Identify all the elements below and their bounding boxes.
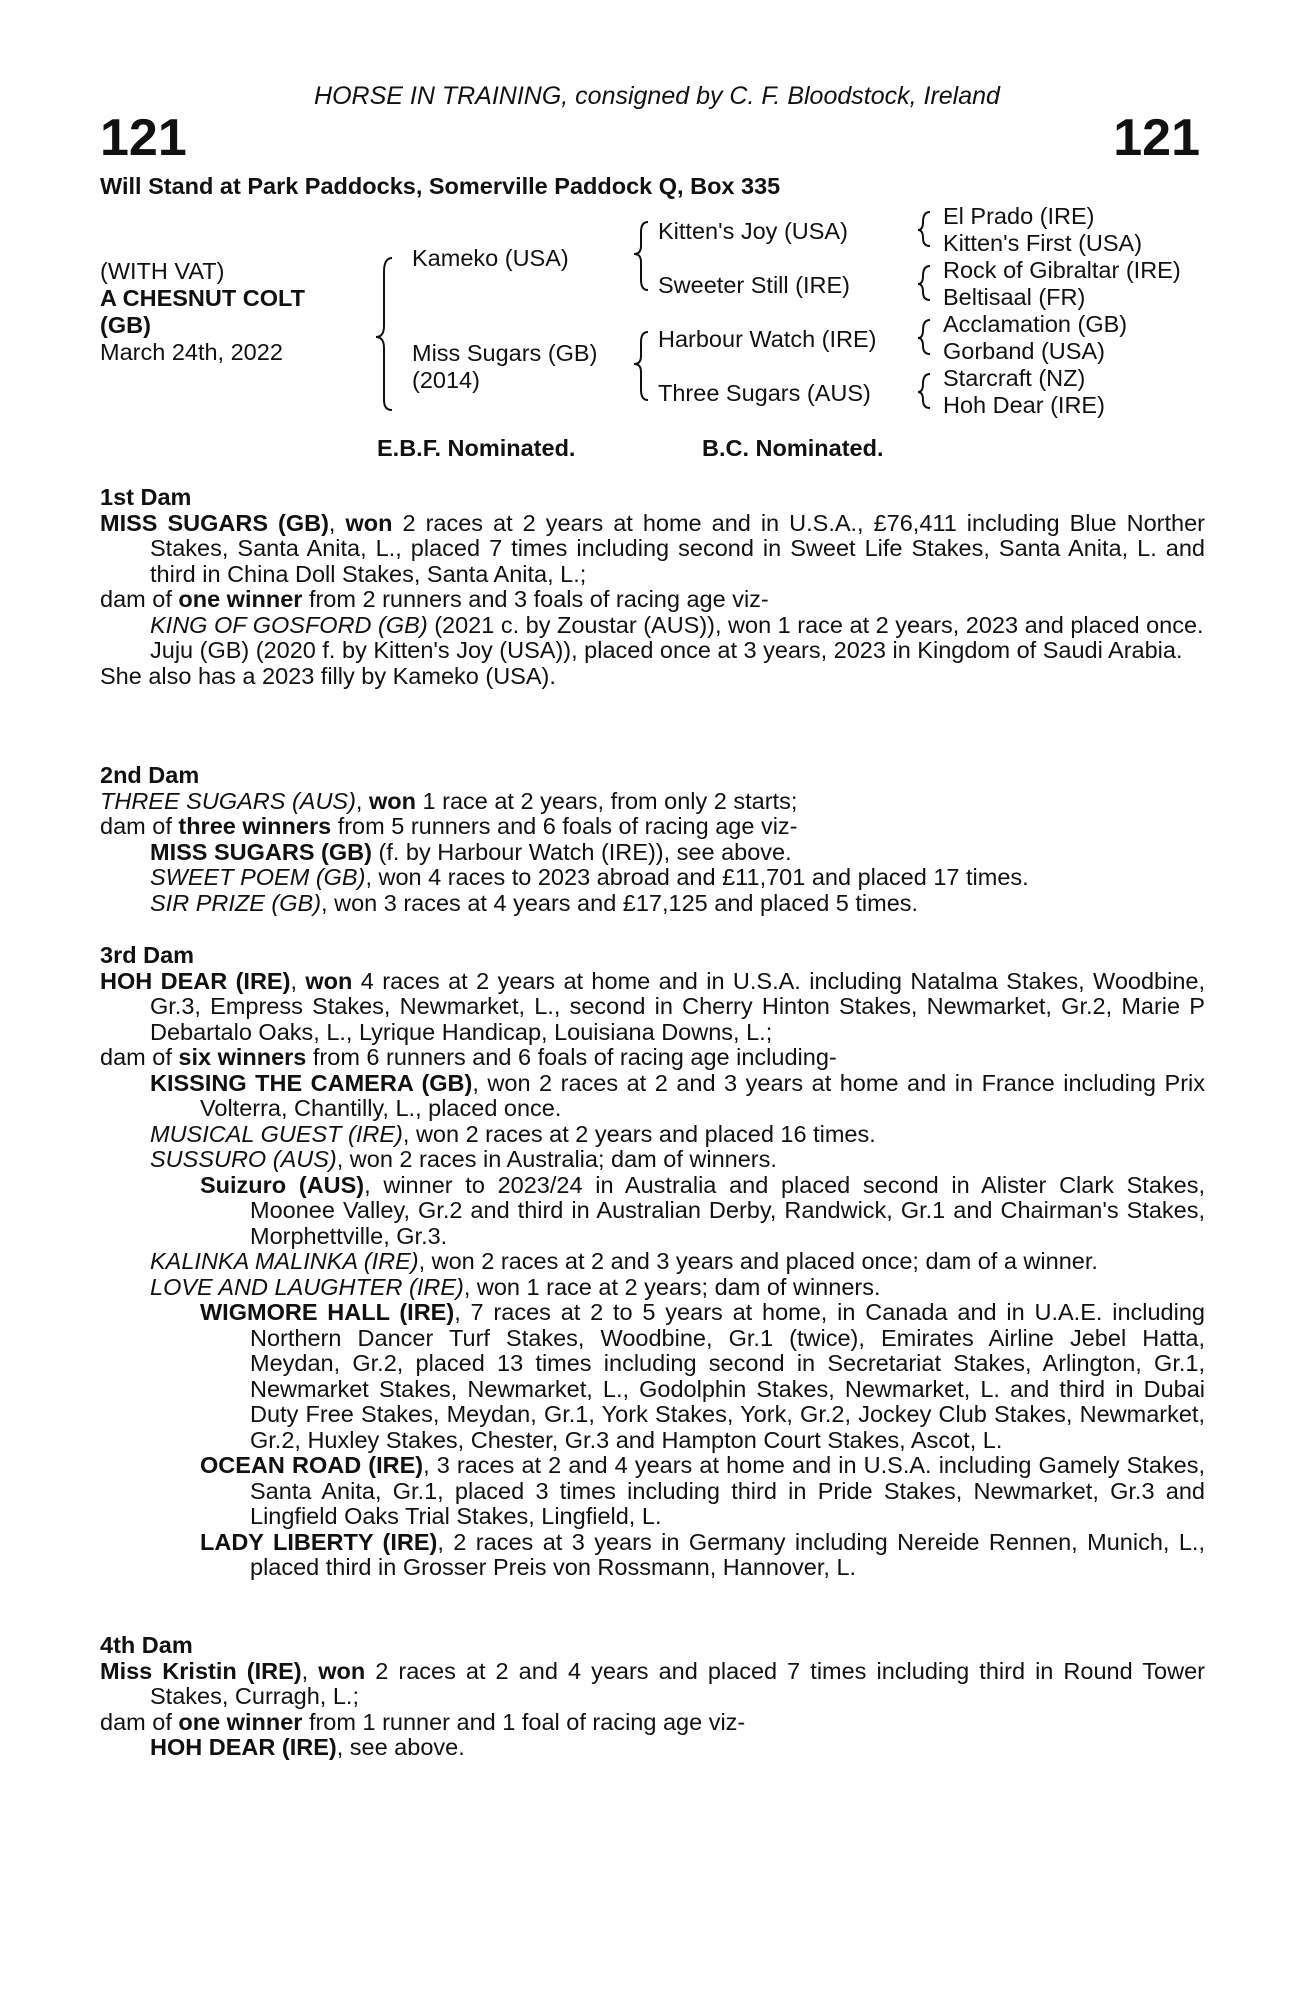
first-dam-produce-summary bbox=[100, 587, 1205, 613]
produce-name: SUSSURO (AUS) bbox=[150, 1146, 337, 1172]
dam: Miss Sugars (GB) bbox=[412, 340, 598, 366]
horse-description: A CHESNUT COLT bbox=[100, 285, 305, 311]
great-granddam-6: Gorband (USA) bbox=[943, 338, 1105, 364]
second-dam-heading: 2nd Dam bbox=[100, 762, 200, 788]
produce-text: (2021 c. by Zoustar (AUS)), won 1 race at 2 years, 2023 and placed once. bbox=[427, 611, 1204, 638]
sire-sire: Kitten's Joy (USA) bbox=[658, 218, 848, 244]
brace-g2 bbox=[918, 266, 930, 300]
pedigree-braces bbox=[0, 0, 1314, 440]
produce-entry bbox=[100, 1071, 1205, 1122]
produce-text: , won 1 race at 2 years; dam of winners. bbox=[463, 1273, 881, 1300]
produce-entry bbox=[100, 1249, 1205, 1275]
sire: Kameko (USA) bbox=[412, 245, 569, 271]
produce-name: SWEET POEM (GB) bbox=[150, 864, 366, 890]
second-dam-record-text: 1 race at 2 years, from only 2 starts; bbox=[415, 787, 798, 814]
produce-text: , won 2 races in Australia; dam of winners. bbox=[336, 1146, 777, 1172]
fourth-dam-heading: 4th Dam bbox=[100, 1632, 193, 1658]
dam-sire: Harbour Watch (IRE) bbox=[658, 326, 877, 352]
produce-name: KING OF GOSFORD (GB) bbox=[150, 611, 428, 638]
foaling-date: March 24th, 2022 bbox=[100, 339, 283, 365]
produce-summary-text: from 1 runner and 1 foal of racing age viz- bbox=[302, 1708, 746, 1735]
horse-origin: (GB) bbox=[100, 312, 151, 338]
grandproduce-name: LADY LIBERTY (IRE) bbox=[200, 1528, 438, 1555]
great-granddam-2: Kitten's First (USA) bbox=[943, 230, 1143, 256]
third-dam-record: HOH DEAR (IRE), won 4 races at 2 years at home and in U.S.A. including Natalma Stakes, Woodbine, Gr.3, Empress Stakes, Newmarket, L., second in Cherry Hinton Stakes, Newmarket, Gr.2, Marie P Debartalo Oaks, L., Lyrique Handicap, Louisiana Downs, L.; bbox=[100, 967, 1205, 1045]
ebf-nomination: E.B.F. Nominated. bbox=[377, 435, 576, 461]
produce-name: LOVE AND LAUGHTER (IRE) bbox=[150, 1273, 464, 1300]
bc-nomination: B.C. Nominated. bbox=[702, 435, 884, 461]
grandproduce-name: WIGMORE HALL (IRE) bbox=[200, 1299, 455, 1325]
first-dam-record-text: 2 races at 2 years at home and in U.S.A., £76,411 including Blue Norther Stakes, Santa Anita, L., placed 7 times including second in Sweet Life Stakes, Santa Anita, L. and third in China Doll Stakes, Santa Anita, L.; bbox=[150, 509, 1205, 587]
grandproduce-entry bbox=[100, 1300, 1205, 1453]
fourth-dam-record: Miss Kristin (IRE), won 2 races at 2 and 4 years and placed 7 times including third in Round Tower Stakes, Curragh, L.; bbox=[100, 1657, 1205, 1709]
second-dam-won: won bbox=[368, 787, 416, 814]
consignment-header: HORSE IN TRAINING, consigned by C. F. Bloodstock, Ireland bbox=[314, 82, 1000, 110]
grandproduce-text: , 2 races at 3 years in Germany including Nereide Rennen, Munich, L., placed third in Grosser Preis von Rossmann, Hannover, L. bbox=[250, 1528, 1205, 1580]
dam-of-label: dam of bbox=[100, 586, 179, 612]
first-dam-name: MISS SUGARS (GB) bbox=[100, 509, 329, 536]
produce-name: KALINKA MALINKA (IRE) bbox=[150, 1248, 419, 1274]
produce-name: HOH DEAR (IRE) bbox=[150, 1734, 337, 1760]
produce-entry bbox=[100, 613, 1205, 639]
third-dam-won: won bbox=[305, 967, 353, 994]
lot-number-left: 121 bbox=[100, 109, 187, 167]
sire-dam: Sweeter Still (IRE) bbox=[658, 272, 850, 298]
dam-of-label: dam of bbox=[100, 1708, 179, 1735]
winners-count: one winner bbox=[178, 1708, 303, 1735]
produce-text: , won 2 races at 2 and 3 years and placed once; dam of a winner. bbox=[418, 1248, 1098, 1274]
third-dam-produce-summary bbox=[100, 1045, 1205, 1071]
produce-text: , won 2 races at 2 and 3 years at home and in France including Prix Volterra, Chantilly, L., placed once. bbox=[200, 1069, 1205, 1121]
produce-summary-text: from 5 runners and 6 foals of racing age viz- bbox=[331, 813, 798, 839]
great-granddam-4: Beltisaal (FR) bbox=[943, 284, 1086, 310]
great-grandsire-5: Acclamation (GB) bbox=[943, 311, 1128, 337]
produce-entry bbox=[100, 1275, 1205, 1301]
third-dam-name: HOH DEAR (IRE) bbox=[100, 967, 291, 994]
produce-entry bbox=[100, 840, 1205, 866]
winners-count: six winners bbox=[178, 1044, 307, 1070]
winners-count: one winner bbox=[178, 586, 303, 612]
produce-text: , won 2 races at 2 years and placed 16 times. bbox=[402, 1120, 876, 1147]
produce-name: KISSING THE CAMERA (GB) bbox=[150, 1069, 473, 1096]
produce-summary-text: from 6 runners and 6 foals of racing age including- bbox=[306, 1044, 837, 1070]
grandproduce-entry bbox=[100, 1173, 1205, 1250]
vat-note: (WITH VAT) bbox=[100, 258, 225, 284]
brace-main bbox=[376, 258, 392, 410]
produce-name: SIR PRIZE (GB) bbox=[150, 889, 322, 916]
dam-dam: Three Sugars (AUS) bbox=[658, 380, 871, 406]
also-note: She also has a 2023 filly by Kameko (USA). bbox=[100, 662, 556, 689]
third-dam-record-text: 4 races at 2 years at home and in U.S.A. including Natalma Stakes, Woodbine, Gr.3, Empress Stakes, Newmarket, L., second in Cherry Hinton Stakes, Newmarket, Gr.2, Marie P Debartalo Oaks, L., Lyrique Handicap, Louisiana Downs, L.; bbox=[150, 967, 1205, 1045]
produce-text: (f. by Harbour Watch (IRE)), see above. bbox=[371, 838, 792, 865]
grandproduce-name: Suizuro (AUS) bbox=[200, 1171, 365, 1198]
produce-entry: Juju (GB) (2020 f. by Kitten's Joy (USA)), placed once at 3 years, 2023 in Kingdom of Saudi Arabia. bbox=[150, 637, 1183, 663]
second-dam-name: THREE SUGARS (AUS) bbox=[100, 787, 356, 814]
brace-sire bbox=[634, 222, 648, 290]
first-dam-record: MISS SUGARS (GB), won 2 races at 2 years at home and in U.S.A., £76,411 including Blue Norther Stakes, Santa Anita, L., placed 7 times including second in Sweet Life Stakes, Santa Anita, L. and third in China Doll Stakes, Santa Anita, L.; bbox=[100, 509, 1205, 587]
great-granddam-8: Hoh Dear (IRE) bbox=[943, 392, 1105, 418]
brace-g3 bbox=[918, 320, 930, 354]
first-dam-won: won bbox=[345, 509, 393, 536]
grandproduce-name: OCEAN ROAD (IRE) bbox=[200, 1452, 424, 1478]
produce-name: MUSICAL GUEST (IRE) bbox=[150, 1120, 403, 1147]
produce-entry bbox=[100, 1735, 1205, 1761]
produce-entry bbox=[100, 891, 1205, 917]
grandproduce-text: , winner to 2023/24 in Australia and placed second in Alister Clark Stakes, Moonee Valley, Gr.2 and third in Australian Derby, Randwick, Gr.1 and Chairman's Stakes, Morphettville, Gr.3. bbox=[250, 1171, 1205, 1249]
fourth-dam-name: Miss Kristin (IRE) bbox=[100, 1657, 302, 1684]
brace-g4 bbox=[918, 374, 930, 408]
lot-number-right: 121 bbox=[1113, 109, 1200, 167]
produce-summary-text: from 2 runners and 3 foals of racing age viz- bbox=[302, 586, 769, 612]
produce-text: , see above. bbox=[336, 1734, 465, 1760]
produce-entry bbox=[100, 865, 1205, 891]
dam-of-label: dam of bbox=[100, 813, 179, 839]
fourth-dam-section bbox=[100, 1633, 1205, 1761]
brace-dam bbox=[634, 332, 648, 400]
great-grandsire-3: Rock of Gibraltar (IRE) bbox=[943, 257, 1181, 283]
great-grandsire-1: El Prado (IRE) bbox=[943, 203, 1095, 229]
third-dam-heading: 3rd Dam bbox=[100, 942, 195, 968]
first-dam-heading: 1st Dam bbox=[100, 484, 192, 510]
produce-name: MISS SUGARS (GB) bbox=[150, 838, 372, 865]
brace-g1 bbox=[918, 212, 930, 246]
grandproduce-text: , 3 races at 2 and 4 years at home and in U.S.A. including Gamely Stakes, Santa Anita, Gr.1, placed 3 times including third in Pride Stakes, Newmarket, Gr.3 and Lingfield Oaks Trial Stakes, Lingfield, L. bbox=[250, 1452, 1205, 1529]
third-dam-section bbox=[100, 943, 1205, 1581]
grandproduce-entry bbox=[100, 1530, 1205, 1581]
fourth-dam-won: won bbox=[318, 1657, 366, 1684]
dam-year: (2014) bbox=[412, 367, 480, 393]
produce-entry bbox=[100, 1147, 1205, 1173]
second-dam-section bbox=[100, 763, 1205, 916]
fourth-dam-produce-summary bbox=[100, 1710, 1205, 1736]
second-dam-record: THREE SUGARS (AUS), won 1 race at 2 years, from only 2 starts; bbox=[100, 787, 798, 814]
produce-entry bbox=[100, 1122, 1205, 1148]
grandproduce-text: , 7 races at 2 to 5 years at home, in Canada and in U.A.E. including Northern Dancer Turf Stakes, Woodbine, Gr.1 (twice), Emirates Airline Jebel Hatta, Meydan, Gr.2, placed 13 times including second in Secretariat Stakes, Arlington, Gr.1, Newmarket Stakes, Newmarket, L., Godolphin Stakes, Newmarket, L. and third in Dubai Duty Free Stakes, Meydan, Gr.1, York Stakes, York, Gr.2, Jockey Club Stakes, Newmarket, Gr.2, Huxley Stakes, Chester, Gr.3 and Hampton Court Stakes, Ascot, L. bbox=[250, 1299, 1205, 1453]
produce-text: , won 4 races to 2023 abroad and £11,701 and placed 17 times. bbox=[365, 864, 1029, 890]
winners-count: three winners bbox=[178, 813, 332, 839]
second-dam-produce-summary bbox=[100, 814, 1205, 840]
great-grandsire-7: Starcraft (NZ) bbox=[943, 365, 1086, 391]
fourth-dam-record-text: 2 races at 2 and 4 years and placed 7 times including third in Round Tower Stakes, Curragh, L.; bbox=[150, 1657, 1205, 1709]
dam-of-label: dam of bbox=[100, 1044, 179, 1070]
produce-text: , won 3 races at 4 years and £17,125 and placed 5 times. bbox=[321, 889, 919, 916]
stand-location: Will Stand at Park Paddocks, Somerville Paddock Q, Box 335 bbox=[100, 173, 781, 199]
first-dam-section bbox=[100, 485, 1205, 689]
grandproduce-entry bbox=[100, 1453, 1205, 1530]
